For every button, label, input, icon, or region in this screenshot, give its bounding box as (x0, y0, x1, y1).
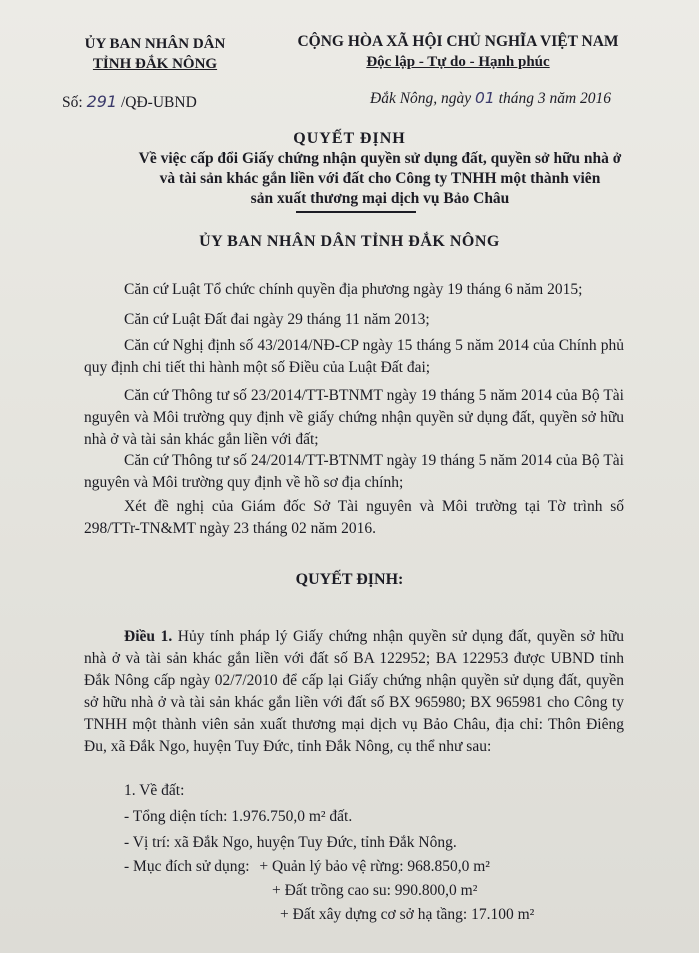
country-name: CỘNG HÒA XÃ HỘI CHỦ NGHĨA VIỆT NAM (297, 33, 619, 50)
legal-basis-3: Căn cứ Nghị định số 43/2014/NĐ-CP ngày 15 tháng 5 năm 2014 của Chính phủ quy định chi tiết thi hành một số Điều của Luật Đất đai; (84, 337, 624, 376)
land-heading: 1. Về đất: (124, 782, 185, 799)
subject-line-2: và tài sản khác gắn liền với đất cho Công ty TNHH một thành viên (159, 170, 601, 187)
date-suffix: tháng 3 năm 2016 (498, 90, 612, 107)
document-number (62, 92, 197, 112)
authority-line-2: TỈNH ĐẮK NÔNG (92, 56, 218, 72)
purpose-infrastructure: + Đất xây dựng cơ sở hạ tầng: 17.100 m² (280, 906, 535, 923)
subject-line-1: Về việc cấp đổi Giấy chứng nhận quyền sử dụng đất, quyền sở hữu nhà ở (138, 150, 622, 167)
article-1 (84, 626, 624, 758)
doc-number-suffix: /QĐ-UBND (120, 94, 197, 111)
article-1-label: Điều 1. (124, 628, 173, 645)
purpose-forest: + Quản lý bảo vệ rừng: 968.850,0 m² (259, 858, 490, 875)
issue-date (370, 89, 611, 108)
doc-number-prefix: Số: (62, 94, 83, 111)
legal-basis-5: Căn cứ Thông tư số 24/2014/TT-BTNMT ngày 19 tháng 5 năm 2014 của Bộ Tài nguyên và Môi trường quy định về hồ sơ địa chính; (84, 452, 624, 491)
purpose-rubber: + Đất trồng cao su: 990.800,0 m² (272, 882, 478, 899)
land-total-area: - Tổng diện tích: 1.976.750,0 m² đất. (124, 808, 353, 825)
doc-number-handwritten: 291 (86, 92, 118, 111)
authority-line-1: ỦY BAN NHÂN DÂN (84, 36, 226, 52)
document-subject (130, 149, 630, 209)
national-heading (268, 31, 648, 73)
legal-basis-1: Căn cứ Luật Tổ chức chính quyền địa phương ngày 19 tháng 6 năm 2015; (124, 281, 583, 298)
decision-heading: QUYẾT ĐỊNH: (295, 571, 404, 588)
purpose-label: - Mục đích sử dụng: (124, 858, 250, 875)
legal-basis-4: Căn cứ Thông tư số 23/2014/TT-BTNMT ngày 19 tháng 5 năm 2014 của Bộ Tài nguyên và Môi trường quy định về giấy chứng nhận quyền sử dụng đất, quyền sở hữu nhà ở và tài sản khác gắn liền với đất; (84, 387, 624, 448)
committee-heading: ỦY BAN NHÂN DÂN TỈNH ĐẮK NÔNG (199, 233, 500, 250)
legal-basis-2: Căn cứ Luật Đất đai ngày 29 tháng 11 năm 2013; (124, 311, 430, 328)
land-purpose (124, 856, 624, 878)
subject-line-3: sản xuất thương mại dịch vụ Bảo Châu (250, 190, 510, 207)
national-motto: Độc lập - Tự do - Hạnh phúc (366, 54, 550, 70)
date-prefix: Đắk Nông, ngày (370, 90, 472, 107)
subject-divider (296, 211, 416, 213)
article-1-text: Hủy tính pháp lý Giấy chứng nhận quyền sử dụng đất, quyền sở hữu nhà ở và tài sản khác gắn liền với đất số BA 122952; BA 122953 được UBND tỉnh Đắk Nông cấp ngày 02/7/2010 để cấp lại Giấy chứng nhận quyền sử dụng đất, quyền sở hữu nhà ở và tài sản khác gắn liền với đất số BX 965980; BX 965981 cho Công ty TNHH một thành viên sản xuất thương mại dịch vụ Bảo Châu, địa chỉ: Thôn Điêng Đu, xã Đắk Ngo, huyện Tuy Đức, tỉnh Đắk Nông, cụ thể như sau: (84, 628, 625, 755)
legal-basis-6: Xét đề nghị của Giám đốc Sở Tài nguyên và Môi trường tại Tờ trình số 298/TTr-TN&MT ngày 23 tháng 02 năm 2016. (84, 498, 624, 537)
document-title: QUYẾT ĐỊNH (293, 130, 406, 147)
date-day: 01 (475, 89, 495, 107)
issuing-authority (60, 34, 250, 74)
land-location: - Vị trí: xã Đắk Ngo, huyện Tuy Đức, tỉnh Đắk Nông. (124, 834, 457, 851)
